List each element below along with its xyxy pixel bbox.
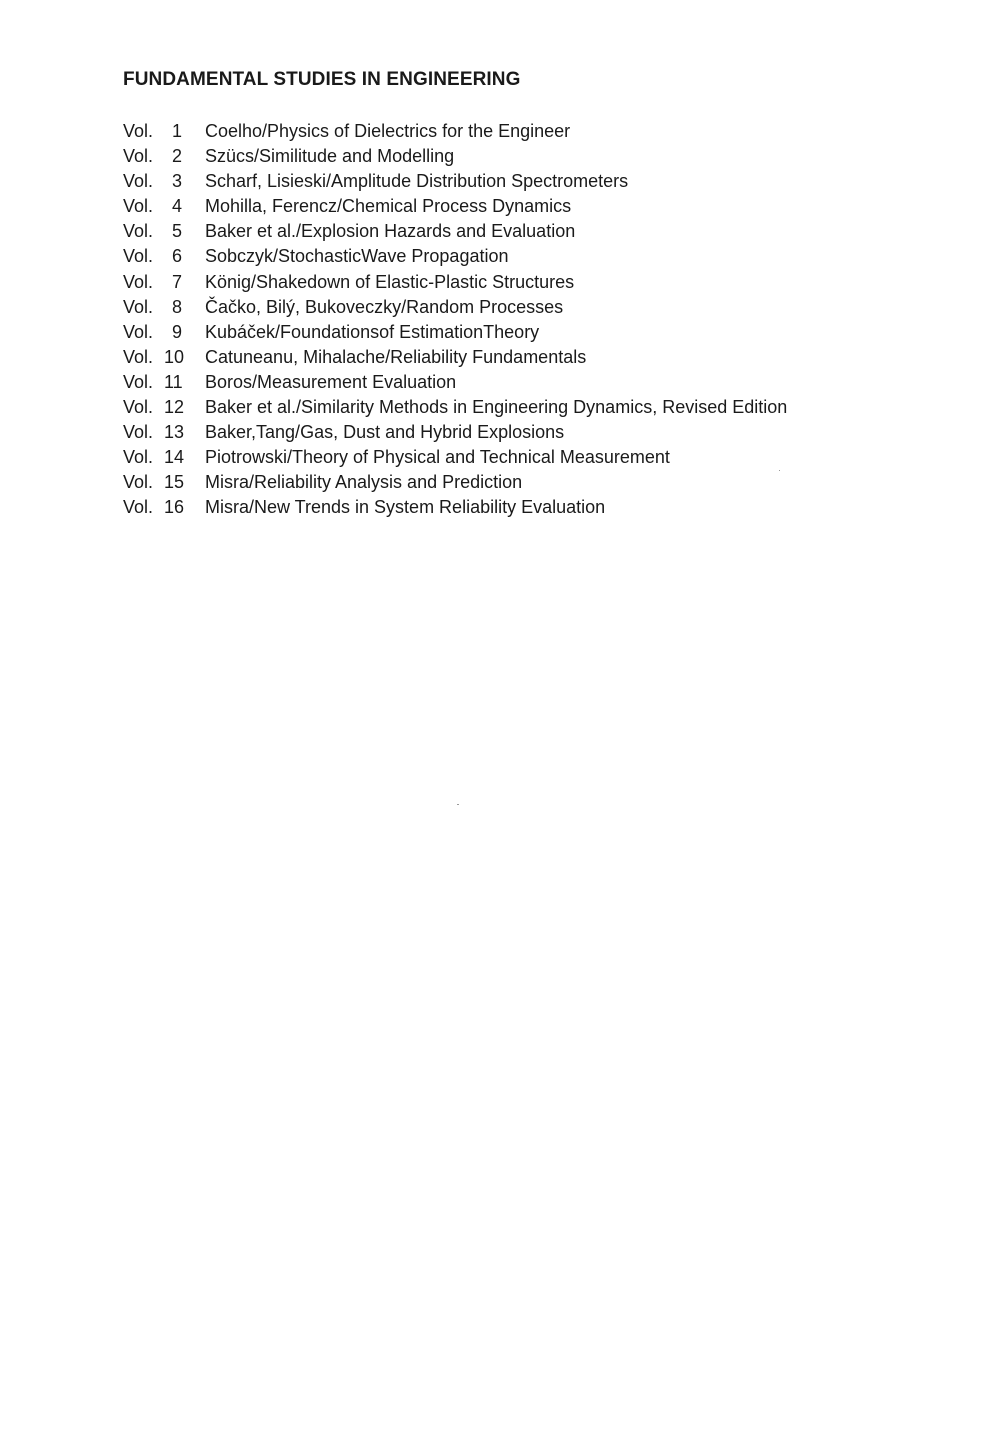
volume-row <box>123 194 787 219</box>
volume-row <box>123 445 787 470</box>
vol-entry: Mohilla, Ferencz/Chemical Process Dynamics <box>205 196 572 217</box>
volume-row <box>123 219 787 244</box>
vol-number: 1 <box>171 121 182 141</box>
vol-prefix: Vol. <box>123 422 154 443</box>
vol-entry: Boros/Measurement Evaluation <box>205 371 457 392</box>
vol-number: 3 <box>171 171 182 192</box>
volume-row <box>123 295 787 320</box>
vol-entry: Čačko, Bilý, Bukoveczky/Random Processes <box>205 296 564 317</box>
volume-row <box>123 370 787 395</box>
vol-prefix: Vol. <box>123 171 154 192</box>
vol-entry: Piotrowski/Theory of Physical and Technical Measurement <box>205 447 670 468</box>
vol-prefix: Vol. <box>123 271 154 292</box>
volume-row <box>123 395 787 420</box>
vol-entry: Baker et al./Explosion Hazards and Evaluation <box>205 221 576 242</box>
vol-number: 8 <box>171 296 182 317</box>
vol-number: 14 <box>164 447 185 468</box>
vol-number: 15 <box>164 472 185 493</box>
vol-number: 9 <box>171 321 182 342</box>
vol-prefix: Vol. <box>123 346 154 367</box>
volume-row <box>123 169 787 194</box>
volume-row <box>123 119 787 144</box>
volume-row <box>123 470 787 495</box>
vol-number: 10 <box>164 346 185 367</box>
volume-list <box>123 119 787 521</box>
vol-number: 11 <box>164 371 183 392</box>
vol-number: 6 <box>171 246 182 267</box>
volume-row <box>123 244 787 269</box>
vol-number: 2 <box>171 146 182 167</box>
vol-number: 16 <box>164 497 185 518</box>
vol-prefix: Vol. <box>123 397 154 418</box>
vol-entry: Coelho/Physics of Dielectrics for the Engineer <box>205 121 571 141</box>
vol-entry: Baker,Tang/Gas, Dust and Hybrid Explosions <box>205 422 565 443</box>
vol-prefix: Vol. <box>123 447 154 468</box>
volume-row <box>123 495 787 520</box>
series-title: FUNDAMENTAL STUDIES IN ENGINEERING <box>123 69 521 90</box>
vol-prefix: Vol. <box>123 472 154 493</box>
volume-row <box>123 320 787 345</box>
vol-entry: Scharf, Lisieski/Amplitude Distribution Spectrometers <box>205 171 629 192</box>
volume-row <box>123 420 787 445</box>
vol-prefix: Vol. <box>123 296 154 317</box>
vol-entry: Misra/Reliability Analysis and Prediction <box>205 472 523 493</box>
vol-number: 5 <box>171 221 182 242</box>
vol-prefix: Vol. <box>123 371 154 392</box>
vol-prefix: Vol. <box>123 121 154 141</box>
scan-speck <box>457 804 459 805</box>
vol-prefix: Vol. <box>123 321 154 342</box>
vol-prefix: Vol. <box>123 246 154 267</box>
volume-row <box>123 270 787 295</box>
vol-number: 13 <box>164 422 185 443</box>
vol-entry: König/Shakedown of Elastic-Plastic Structures <box>205 271 575 292</box>
vol-prefix: Vol. <box>123 221 154 242</box>
vol-entry: Misra/New Trends in System Reliability Evaluation <box>205 497 606 518</box>
vol-entry: Kubáček/Foundationsof EstimationTheory <box>205 321 540 342</box>
vol-number: 12 <box>164 397 185 418</box>
vol-entry: Catuneanu, Mihalache/Reliability Fundamentals <box>205 346 587 367</box>
vol-prefix: Vol. <box>123 146 154 167</box>
vol-entry: Szücs/Similitude and Modelling <box>205 146 455 167</box>
vol-number: 4 <box>171 196 182 217</box>
vol-prefix: Vol. <box>123 497 154 518</box>
scan-speck <box>779 470 780 471</box>
volume-row <box>123 144 787 169</box>
vol-number: 7 <box>171 271 182 292</box>
vol-entry: Baker et al./Similarity Methods in Engineering Dynamics, Revised Edition <box>205 397 788 418</box>
volume-row <box>123 345 787 370</box>
vol-entry: Sobczyk/StochasticWave Propagation <box>205 246 509 267</box>
vol-prefix: Vol. <box>123 196 154 217</box>
